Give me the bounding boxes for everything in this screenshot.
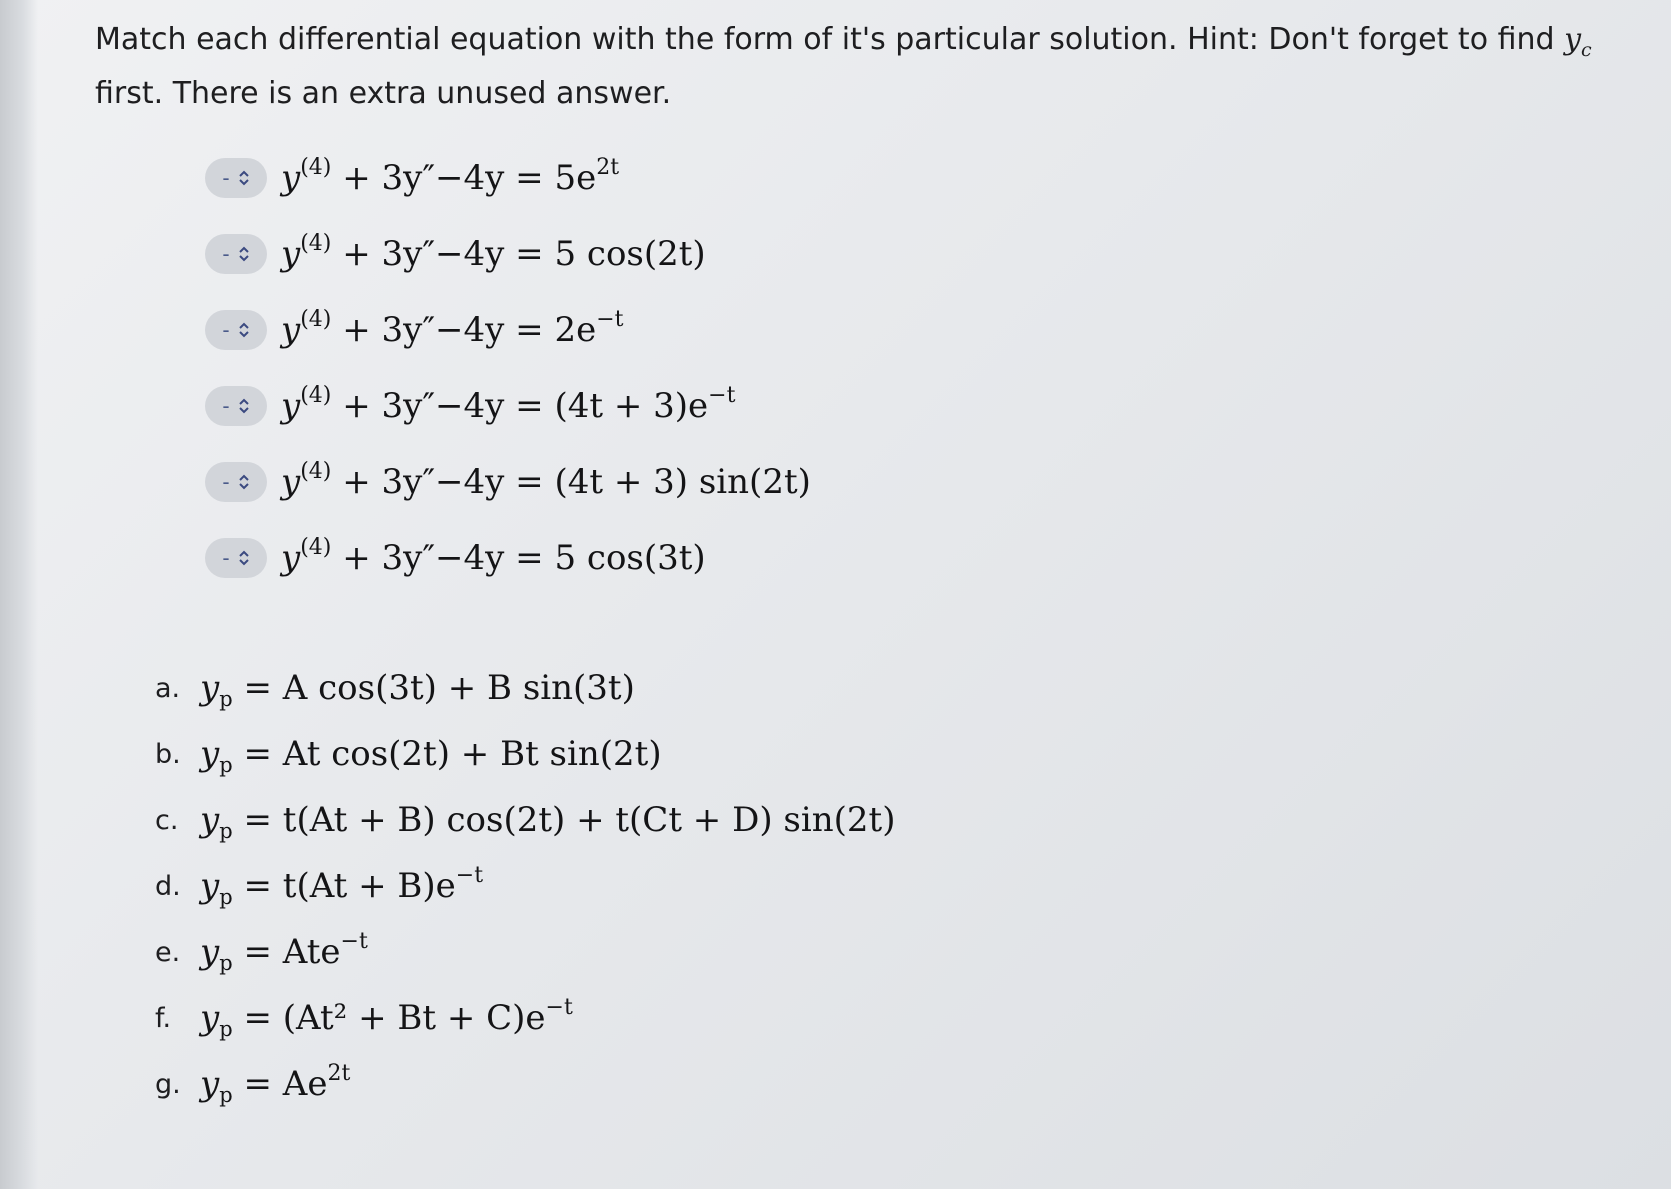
select-value: - [222,242,230,266]
up-down-chevron-icon [238,473,250,491]
equation-row [205,520,811,596]
select-value: - [222,546,230,570]
match-select-2[interactable] [205,234,267,274]
answer-option [155,787,895,853]
page-edge-shadow [0,0,38,1189]
answer-option [155,919,895,985]
answer-expression: $y_p = Ae^{2t}$ [200,1061,351,1107]
up-down-chevron-icon [238,169,250,187]
match-select-1[interactable] [205,158,267,198]
answer-letter: g. [155,1068,181,1100]
select-value: - [222,394,230,418]
answer-list [155,655,895,1117]
answer-letter: b. [155,738,181,770]
answer-option [155,1051,895,1117]
select-value: - [222,318,230,342]
match-select-5[interactable] [205,462,267,502]
answer-expression: $y_p = Ate^{-t}$ [200,929,368,975]
equation-row [205,140,811,216]
up-down-chevron-icon [238,245,250,263]
answer-expression: $y_p = t(At + B)e^{-t}$ [200,863,484,909]
select-value: - [222,470,230,494]
equation-list [205,140,811,596]
match-select-6[interactable] [205,538,267,578]
answer-expression: $y_p = t(At + B) \cos(2t) + t(Ct + D)$ sin(2t) [200,800,896,843]
question-text-after: first. There is an extra unused answer. [95,76,672,111]
up-down-chevron-icon [238,397,250,415]
select-value: - [222,166,230,190]
answer-option [155,721,895,787]
answer-option [155,985,895,1051]
answer-letter: a. [155,672,181,704]
equation-2: $y^{(4)} + 3y''-4y = 5$ cos(2t) [281,231,706,274]
up-down-chevron-icon [238,549,250,567]
yc-symbol: $y_c$ [1564,22,1592,61]
equation-3: $y^{(4)} + 3y''-4y = 2e^{-t}$ [281,307,624,350]
equation-6: $y^{(4)} + 3y''-4y = 5$ cos(3t) [281,535,706,578]
answer-option [155,853,895,919]
answer-expression: $y_p = A$ cos(3t) + B sin(3t) [200,668,635,711]
equation-4: $y^{(4)} + 3y''-4y = (4t + 3)e^{-t}$ [281,383,736,426]
answer-letter: c. [155,804,179,836]
equation-5: $y^{(4)} + 3y''-4y = (4t + 3)$ sin(2t) [281,459,811,502]
question-text-before: Match each differential equation with the form of it's particular solution. Hint: Don't forget to find [95,22,1565,57]
match-select-4[interactable] [205,386,267,426]
equation-row [205,216,811,292]
up-down-chevron-icon [238,321,250,339]
answer-letter: f. [155,1002,172,1034]
match-select-3[interactable] [205,310,267,350]
equation-1: $y^{(4)} + 3y''-4y = 5e^{2t}$ [281,155,620,198]
answer-letter: d. [155,870,181,902]
equation-row [205,444,811,520]
answer-expression: $y_p = At$ cos(2t) + Bt sin(2t) [200,734,662,777]
answer-expression: $y_p = (At^2 + Bt + C)e^{-t}$ [200,995,573,1041]
answer-letter: e. [155,936,181,968]
answer-option [155,655,895,721]
equation-row [205,292,811,368]
equation-row [205,368,811,444]
question-prompt [95,18,1655,116]
